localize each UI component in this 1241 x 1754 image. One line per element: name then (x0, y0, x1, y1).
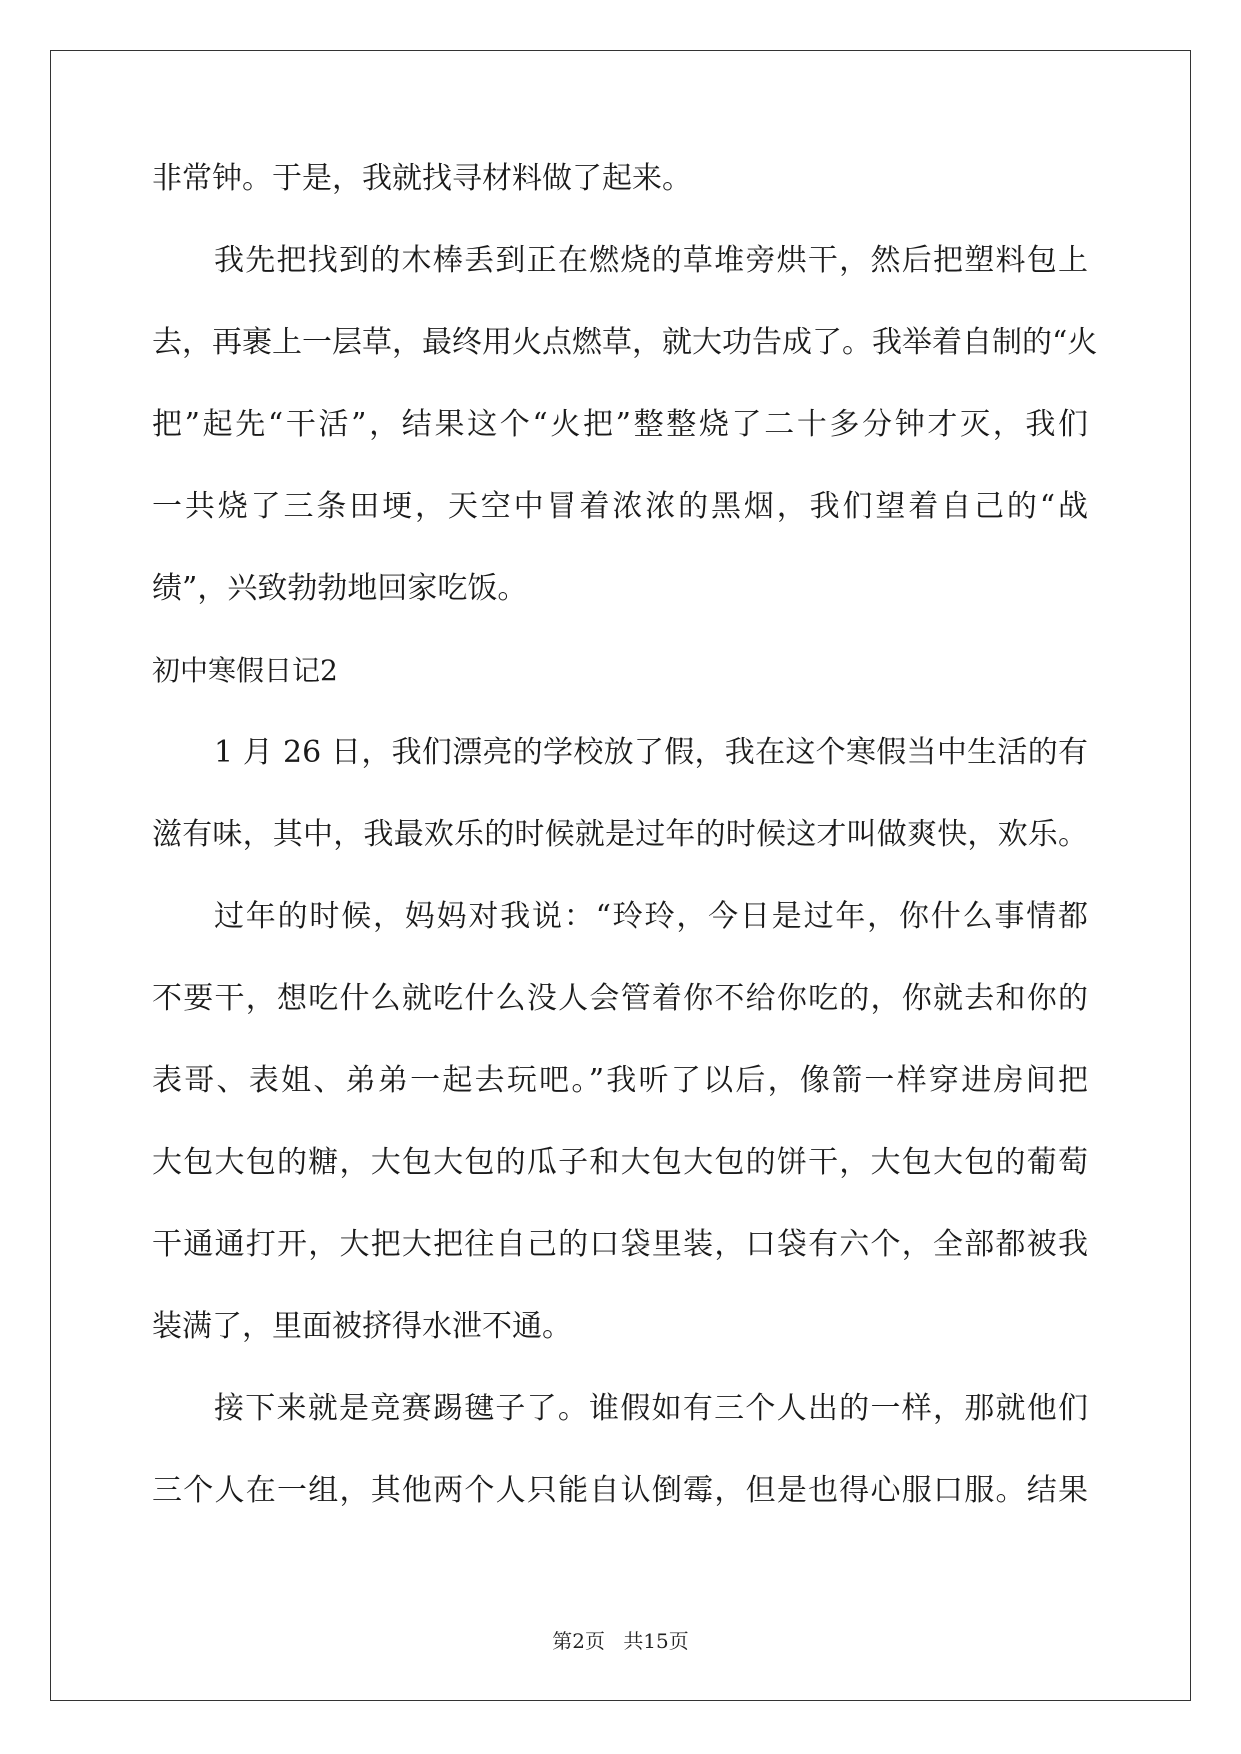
text-line: 大包大包的糖，大包大包的瓜子和大包大包的饼干，大包大包的葡萄 (152, 1145, 1088, 1180)
text-line: 接下来就是竞赛踢毽子了。谁假如有三个人出的一样，那就他们 (214, 1391, 1088, 1426)
text-line: 一共烧了三条田埂，天空中冒着浓浓的黑烟，我们望着自己的“战 (152, 489, 1088, 524)
text-line: 滋有味，其中，我最欢乐的时候就是过年的时候这才叫做爽快，欢乐。 (152, 817, 1088, 852)
text-line: 过年的时候，妈妈对我说：“玲玲，今日是过年，你什么事情都 (214, 899, 1088, 934)
text-line: 干通通打开，大把大把往自己的口袋里装，口袋有六个，全部都被我 (152, 1227, 1088, 1262)
page-number: 第2页 (552, 1629, 605, 1653)
text-line: 1 月 26 日，我们漂亮的学校放了假，我在这个寒假当中生活的有 (214, 735, 1088, 770)
text-line: 我先把找到的木棒丢到正在燃烧的草堆旁烘干，然后把塑料包上 (214, 243, 1088, 278)
text-line: 装满了，里面被挤得水泄不通。 (152, 1309, 572, 1344)
document-body (152, 161, 1098, 1556)
text-line: 去，再裹上一层草，最终用火点燃草，就大功告成了。我举着自制的“火 (152, 325, 1098, 360)
text-line: 把”起先“干活”，结果这个“火把”整整烧了二十多分钟才灭，我们 (152, 407, 1088, 442)
text-line: 非常钟。于是，我就找寻材料做了起来。 (152, 161, 692, 196)
text-line: 三个人在一组，其他两个人只能自认倒霉，但是也得心服口服。结果 (152, 1473, 1088, 1508)
page-total: 共15页 (623, 1629, 689, 1653)
section-heading: 初中寒假日记2 (152, 654, 338, 687)
text-line: 表哥、表姐、弟弟一起去玩吧。”我听了以后，像箭一样穿进房间把 (152, 1063, 1088, 1098)
text-line: 绩”，兴致勃勃地回家吃饭。 (152, 571, 528, 606)
page-footer (0, 1625, 1241, 1654)
text-line: 不要干，想吃什么就吃什么没人会管着你不给你吃的，你就去和你的 (152, 981, 1088, 1016)
